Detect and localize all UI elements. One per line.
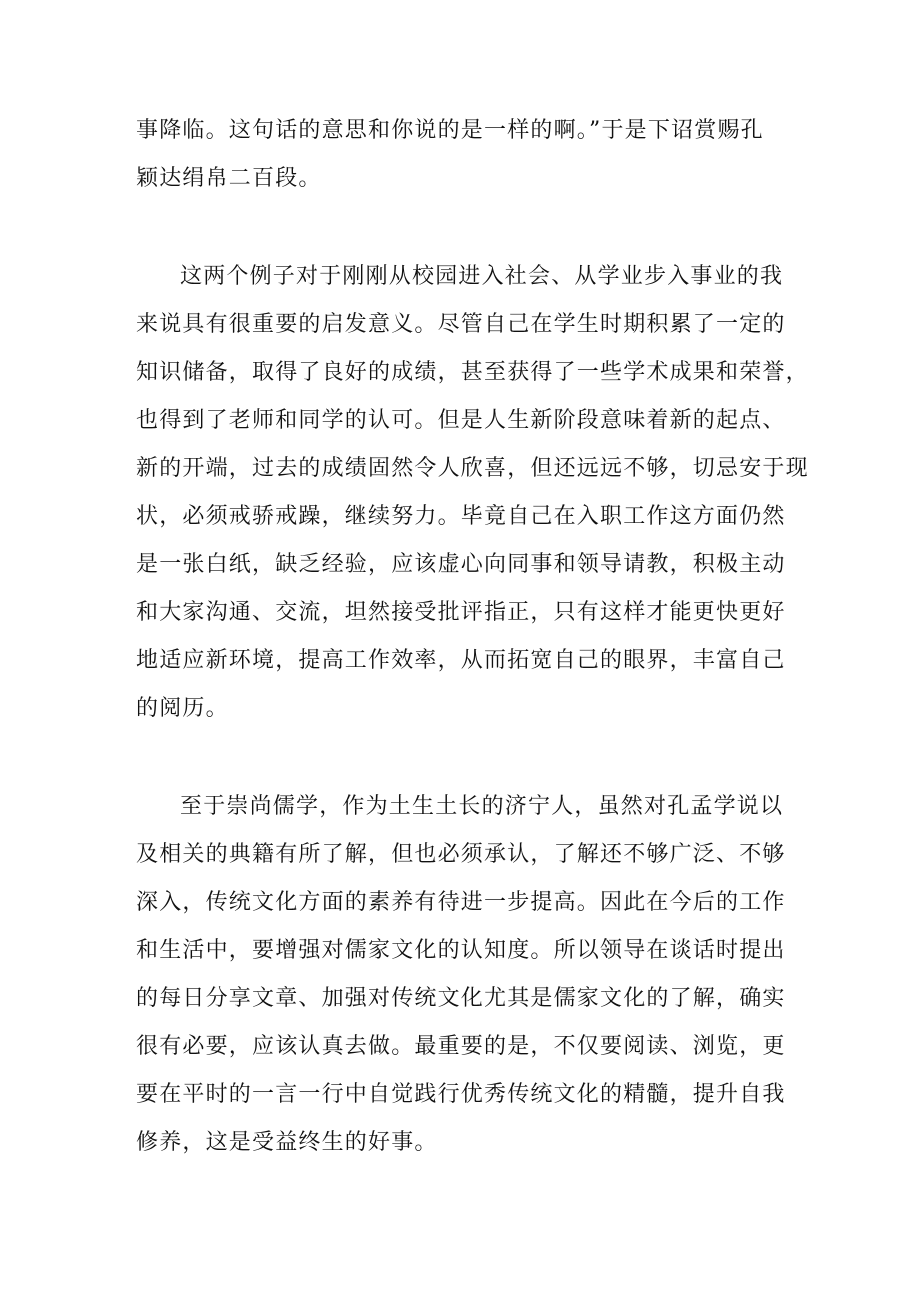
text-line: 颖达绢帛二百段。 bbox=[136, 166, 322, 191]
text-line: 也得到了老师和同学的认可。但是人生新阶段意味着新的起点、 bbox=[136, 408, 786, 433]
text-line: 的每日分享文章、加强对传统文化尤其是儒家文化的了解，确实 bbox=[136, 986, 786, 1011]
text-line: 是一张白纸，缺乏经验，应该虚心向同事和领导请教，积极主动 bbox=[136, 552, 786, 577]
text-line: 至于崇尚儒学，作为土生土长的济宁人，虽然对孔孟学说以 bbox=[180, 794, 784, 819]
text-line: 及相关的典籍有所了解，但也必须承认，了解还不够广泛、不够 bbox=[136, 842, 786, 867]
text-line: 和大家沟通、交流，坦然接受批评指正，只有这样才能更快更好 bbox=[136, 600, 786, 625]
text-line: 很有必要，应该认真去做。最重要的是，不仅要阅读、浏览，更 bbox=[136, 1034, 786, 1059]
text-line: 的阅历。 bbox=[136, 696, 229, 721]
paragraph-gap bbox=[136, 203, 796, 253]
text-line: 事降临。这句话的意思和你说的是一样的啊。”于是下诏赏赐孔 bbox=[136, 118, 764, 143]
text-line: 状，必须戒骄戒躁，继续努力。毕竟自己在入职工作这方面仍然 bbox=[136, 504, 786, 529]
text-line: 来说具有很重要的启发意义。尽管自己在学生时期积累了一定的 bbox=[136, 312, 786, 337]
text-line: 和生活中，要增强对儒家文化的认知度。所以领导在谈话时提出 bbox=[136, 938, 786, 963]
paragraph-examples bbox=[136, 253, 809, 733]
text-line: 知识储备，取得了良好的成绩，甚至获得了一些学术成果和荣誉， bbox=[136, 360, 809, 385]
text-line: 新的开端，过去的成绩固然令人欣喜，但还远远不够，切忌安于现 bbox=[136, 456, 809, 481]
document-body bbox=[136, 107, 809, 1167]
paragraph-confucianism bbox=[136, 783, 796, 1167]
text-line: 地适应新环境，提高工作效率，从而拓宽自己的眼界，丰富自己 bbox=[136, 648, 786, 673]
text-line: 修养，这是受益终生的好事。 bbox=[136, 1130, 438, 1155]
paragraph-continuation bbox=[136, 107, 796, 203]
paragraph-gap bbox=[136, 733, 796, 783]
text-line: 要在平时的一言一行中自觉践行优秀传统文化的精髓，提升自我 bbox=[136, 1082, 786, 1107]
text-line: 这两个例子对于刚刚从校园进入社会、从学业步入事业的我 bbox=[180, 264, 784, 289]
text-line: 深入，传统文化方面的素养有待进一步提高。因此在今后的工作 bbox=[136, 890, 786, 915]
